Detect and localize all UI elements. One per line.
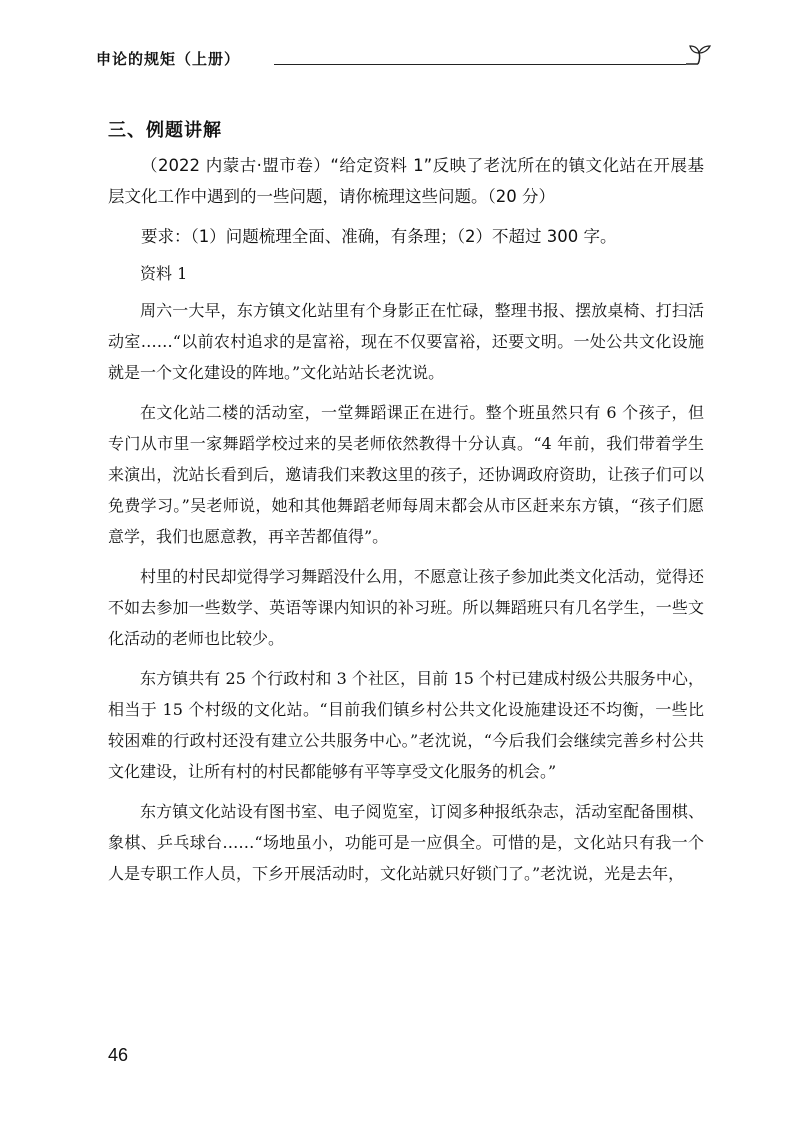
sprout-icon (684, 44, 714, 70)
material-label: 资料 1 (140, 264, 188, 283)
page-number: 46 (108, 1045, 129, 1065)
content-body (108, 150, 704, 898)
paragraph: 周六一大早，东方镇文化站里有个身影正在忙碌，整理书报、摆放桌椅、打扫活动室……“以前农村追求的是富裕，现在不仅要富裕，还要文明。一处公共文化设施就是一个文化建设的阵地。”文化站站长老沈说。 (108, 301, 704, 382)
book-title: 申论的规矩（上册） (96, 50, 241, 68)
running-header (96, 44, 720, 74)
paragraph: 东方镇共有 25 个行政村和 3 个社区，目前 15 个村已建成村级公共服务中心，相当于 15 个村级的文化站。“目前我们镇乡村公共文化设施建设还不均衡，一些比较困难的行政村还没有建立公共服务中心。”老沈说，“今后我们会继续完善乡村公共文化建设，让所有村的村民都能够有平等享受文化服务的机会。” (108, 669, 704, 781)
requirements-text: 要求：（1）问题梳理全面、准确，有条理；（2）不超过 300 字。 (141, 227, 617, 246)
header-rule (274, 64, 686, 65)
section-heading: 三、例题讲解 (108, 120, 222, 141)
question-text: （2022 内蒙古·盟市卷）“给定资料 1”反映了老沈所在的镇文化站在开展基层文化工作中遇到的一些问题，请你梳理这些问题。（20 分） (108, 156, 704, 206)
paragraph: 村里的村民却觉得学习舞蹈没什么用，不愿意让孩子参加此类文化活动，觉得还不如去参加一些数学、英语等课内知识的补习班。所以舞蹈班只有几名学生，一些文化活动的老师也比较少。 (108, 567, 704, 648)
paragraph: 在文化站二楼的活动室，一堂舞蹈课正在进行。整个班虽然只有 6 个孩子，但专门从市里一家舞蹈学校过来的吴老师依然教得十分认真。“4 年前，我们带着学生来演出，沈站长看到后，邀请我们来教这里的孩子，还协调政府资助，让孩子们可以免费学习。”吴老师说，她和其他舞蹈老师每周末都会从市区赶来东方镇，“孩子们愿意学，我们也愿意教，再辛苦都值得”。 (108, 403, 704, 546)
paragraph: 东方镇文化站设有图书室、电子阅览室，订阅多种报纸杂志，活动室配备围棋、象棋、乒乓球台……“场地虽小，功能可是一应俱全。可惜的是，文化站只有我一个人是专职工作人员，下乡开展活动时，文化站就只好锁门了。”老沈说，光是去年， (108, 802, 704, 883)
